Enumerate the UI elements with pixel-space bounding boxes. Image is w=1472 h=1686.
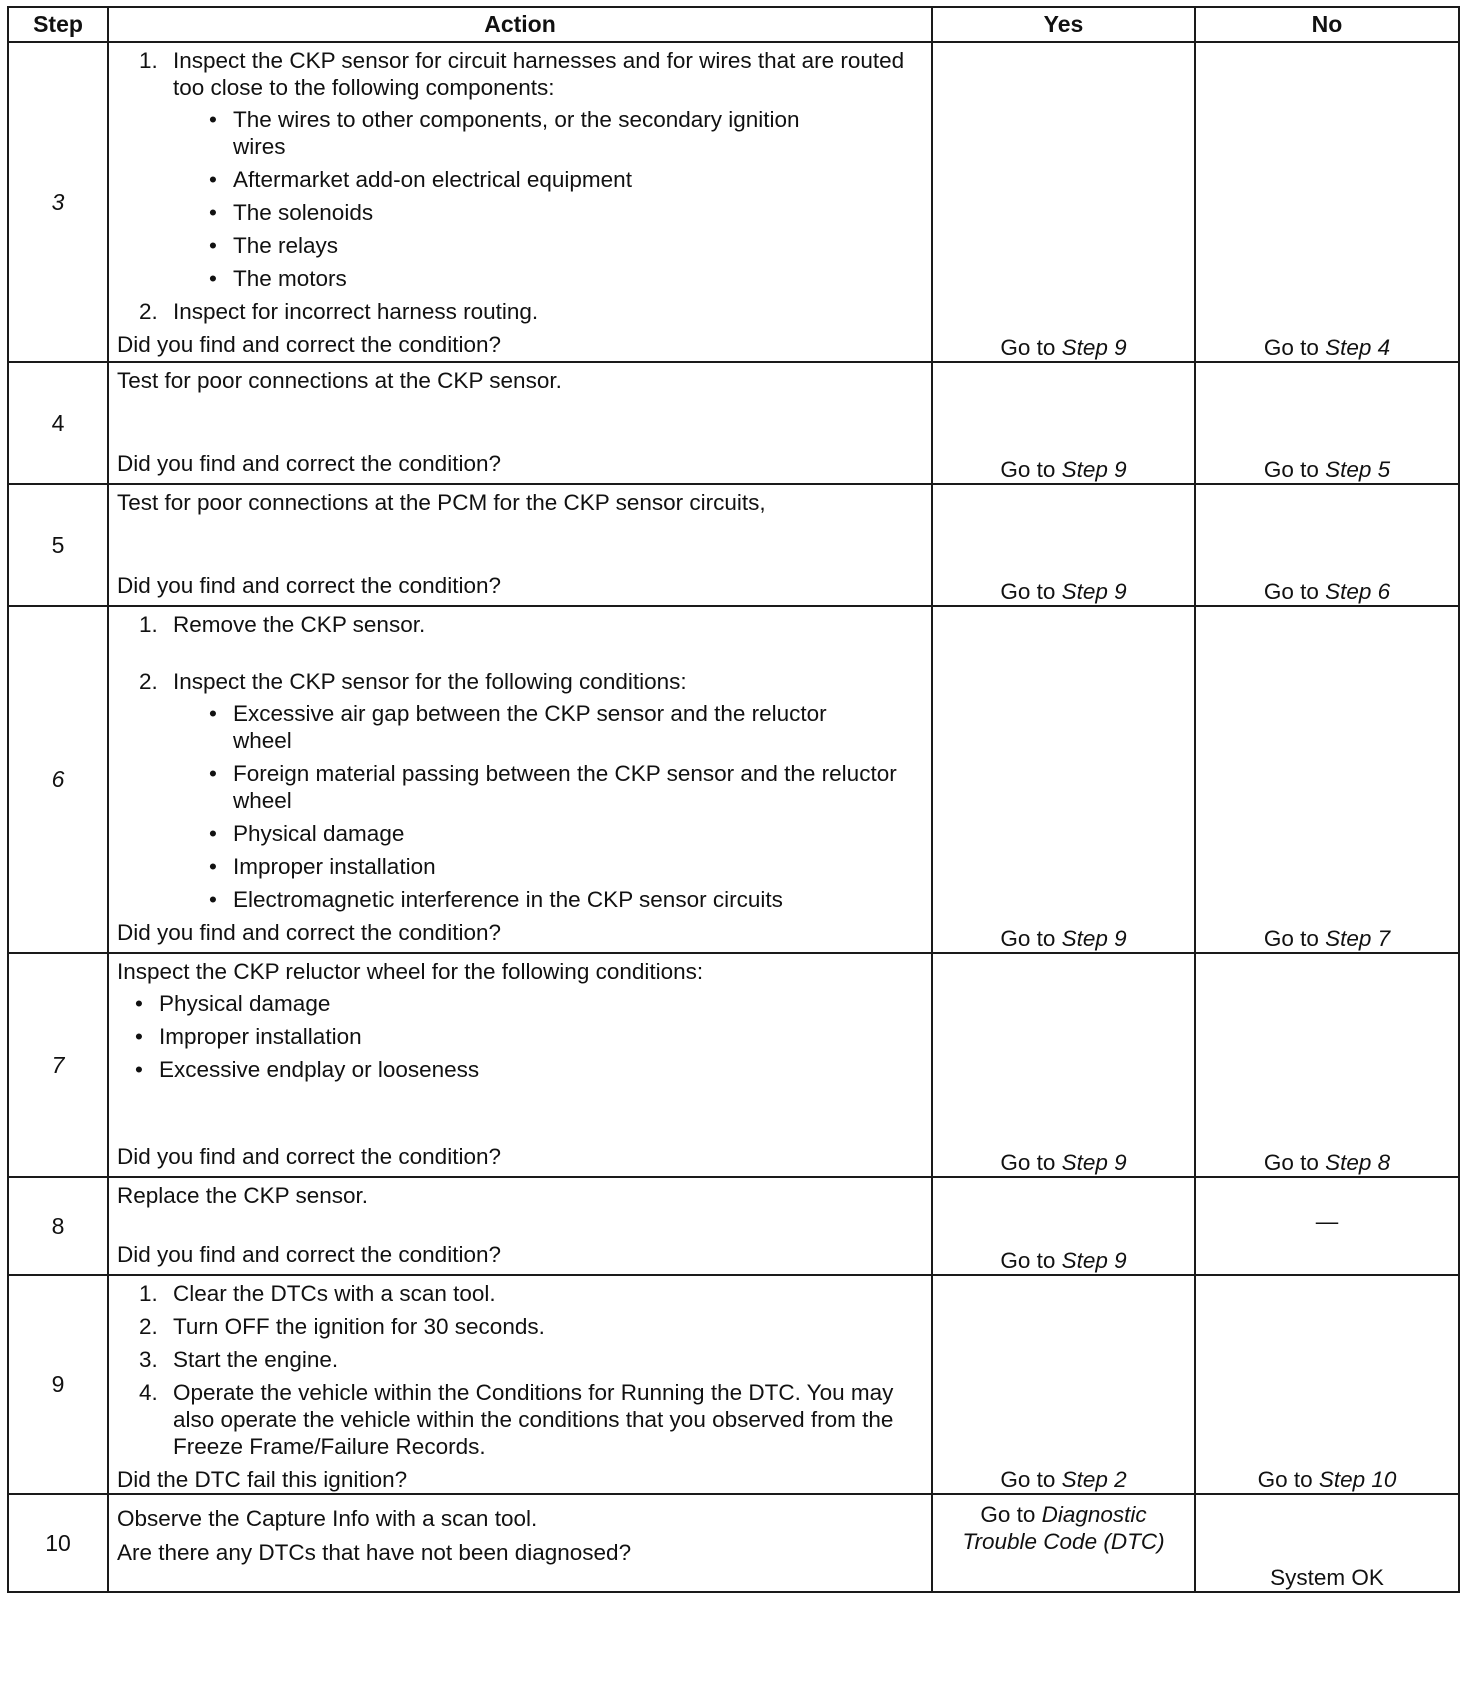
list-item: 3. Start the engine. xyxy=(139,1347,339,1372)
action-cell xyxy=(108,1275,932,1494)
list-item: 4. Operate the vehicle within the Conditions for Running the DTC. You may also operate the vehicle within the conditions that you observed from the Freeze Frame/Failure Records. xyxy=(139,1380,894,1459)
question-text: Did you find and correct the condition? xyxy=(117,1242,501,1267)
action-text: Replace the CKP sensor. xyxy=(117,1183,368,1208)
question-text: Did the DTC fail this ignition? xyxy=(117,1467,408,1492)
action-cell xyxy=(108,953,932,1177)
list-item: • Foreign material passing between the CKP sensor and the reluctor wheel xyxy=(207,760,923,814)
dtc-link: Trouble Code (DTC) xyxy=(962,1529,1165,1554)
list-item: • Aftermarket add-on electrical equipment xyxy=(207,166,923,193)
list-item: • The wires to other components, or the secondary ignition wires xyxy=(207,106,923,160)
list-item: • The motors xyxy=(207,265,923,292)
step-number: 4 xyxy=(8,362,108,484)
action-cell xyxy=(108,606,932,953)
question-text: Did you find and correct the condition? xyxy=(117,920,501,945)
list-item: • Improper installation xyxy=(207,853,923,880)
question-text: Did you find and correct the condition? xyxy=(117,451,501,476)
no-cell: Go to Step 7 xyxy=(1195,606,1459,953)
list-item: 1. Remove the CKP sensor. xyxy=(139,612,426,637)
list-item: • Excessive endplay or looseness xyxy=(133,1056,923,1083)
dtc-link: Diagnostic xyxy=(1041,1502,1147,1527)
header-step: Step xyxy=(8,7,108,42)
no-cell: Go to Step 4 xyxy=(1195,42,1459,362)
step-link: Step 9 xyxy=(1061,335,1127,360)
diagnostic-table xyxy=(7,6,1460,1593)
list-item: • Electromagnetic interference in the CKP sensor circuits xyxy=(207,886,923,913)
header-no: No xyxy=(1195,7,1459,42)
step-number: 10 xyxy=(8,1494,108,1592)
numbered-list xyxy=(117,1280,923,1460)
list-item: • Physical damage xyxy=(133,990,923,1017)
list-item: • The solenoids xyxy=(207,199,923,226)
step-number: 8 xyxy=(8,1177,108,1275)
table-row xyxy=(8,484,1459,606)
list-item: 2. Turn OFF the ignition for 30 seconds. xyxy=(139,1314,545,1339)
step-number: 7 xyxy=(8,953,108,1177)
table-row xyxy=(8,1177,1459,1275)
step-link: Step 10 xyxy=(1318,1467,1397,1492)
table-row xyxy=(8,953,1459,1177)
step-link: Step 8 xyxy=(1325,1150,1391,1175)
question-text: Did you find and correct the condition? xyxy=(117,573,501,598)
step-link: Step 6 xyxy=(1325,579,1391,604)
action-cell xyxy=(108,1494,932,1592)
table-row xyxy=(8,362,1459,484)
table-row xyxy=(8,1275,1459,1494)
header-action: Action xyxy=(108,7,932,42)
yes-cell: Go to Step 9 xyxy=(932,606,1195,953)
list-item: 1. Inspect the CKP sensor for circuit harnesses and for wires that are routed too close to the following components: • The wires to other components, or the secondary ignition wires • Aftermarket add-on electrical equipment • The solenoids • The relays • The motors xyxy=(139,47,923,292)
no-cell: Go to Step 10 xyxy=(1195,1275,1459,1494)
step-link: Step 5 xyxy=(1325,457,1391,482)
question-text: Did you find and correct the condition? xyxy=(117,1144,501,1169)
no-cell: Go to Step 5 xyxy=(1195,362,1459,484)
step-link: Step 9 xyxy=(1061,926,1127,951)
yes-cell: Go to Step 9 xyxy=(932,953,1195,1177)
table-row xyxy=(8,606,1459,953)
no-cell xyxy=(1195,1494,1459,1592)
list-item: 2. Inspect the CKP sensor for the following conditions: • Excessive air gap between the CKP sensor and the reluctor wheel • Foreign material passing between the CKP sensor and the reluctor wheel • Physical damage • Improper installation • Electromagnetic interference in the CKP sensor circuits xyxy=(139,668,923,913)
no-cell xyxy=(1195,1177,1459,1275)
step-link: Step 9 xyxy=(1061,1150,1127,1175)
numbered-list xyxy=(117,611,923,913)
step-link: Step 7 xyxy=(1325,926,1391,951)
header-yes: Yes xyxy=(932,7,1195,42)
question-text: Are there any DTCs that have not been diagnosed? xyxy=(117,1540,632,1565)
table-row xyxy=(8,1494,1459,1592)
step-link: Step 9 xyxy=(1061,579,1127,604)
bullet-list xyxy=(117,990,923,1083)
action-text: Inspect the CKP reluctor wheel for the following conditions: xyxy=(117,959,704,984)
action-cell xyxy=(108,484,932,606)
step-link: Step 2 xyxy=(1061,1467,1127,1492)
result-text: System OK xyxy=(1270,1565,1384,1590)
list-item: 1. Clear the DTCs with a scan tool. xyxy=(139,1281,496,1306)
yes-cell: Go to Step 9 xyxy=(932,484,1195,606)
no-cell: Go to Step 6 xyxy=(1195,484,1459,606)
numbered-list xyxy=(117,47,923,325)
step-link: Step 9 xyxy=(1061,457,1127,482)
step-number: 6 xyxy=(8,606,108,953)
table-row xyxy=(8,42,1459,362)
question-text: Did you find and correct the condition? xyxy=(117,332,501,357)
list-item: • Improper installation xyxy=(133,1023,923,1050)
action-text: Test for poor connections at the CKP sensor. xyxy=(117,368,562,393)
action-cell xyxy=(108,1177,932,1275)
action-cell xyxy=(108,362,932,484)
action-cell xyxy=(108,42,932,362)
yes-cell: Go to Step 9 xyxy=(932,42,1195,362)
yes-cell: Go to Diagnostic Trouble Code (DTC) xyxy=(932,1494,1195,1592)
no-cell: Go to Step 8 xyxy=(1195,953,1459,1177)
list-item: • Physical damage xyxy=(207,820,923,847)
action-text: Test for poor connections at the PCM for the CKP sensor circuits, xyxy=(117,490,766,515)
list-item: • The relays xyxy=(207,232,923,259)
step-link: Step 9 xyxy=(1061,1248,1127,1273)
dash-text: — xyxy=(1315,1208,1339,1234)
yes-cell: Go to Step 2 xyxy=(932,1275,1195,1494)
yes-cell: Go to Step 9 xyxy=(932,362,1195,484)
step-number: 9 xyxy=(8,1275,108,1494)
step-number: 5 xyxy=(8,484,108,606)
list-item: • Excessive air gap between the CKP sensor and the reluctor wheel xyxy=(207,700,923,754)
bullet-list xyxy=(173,106,923,292)
step-number: 3 xyxy=(8,42,108,362)
header-row xyxy=(8,7,1459,42)
step-link: Step 4 xyxy=(1325,335,1391,360)
bullet-list xyxy=(173,700,923,913)
yes-cell: Go to Step 9 xyxy=(932,1177,1195,1275)
list-item: 2. Inspect for incorrect harness routing. xyxy=(139,299,539,324)
action-text: Observe the Capture Info with a scan tool. xyxy=(117,1506,538,1531)
